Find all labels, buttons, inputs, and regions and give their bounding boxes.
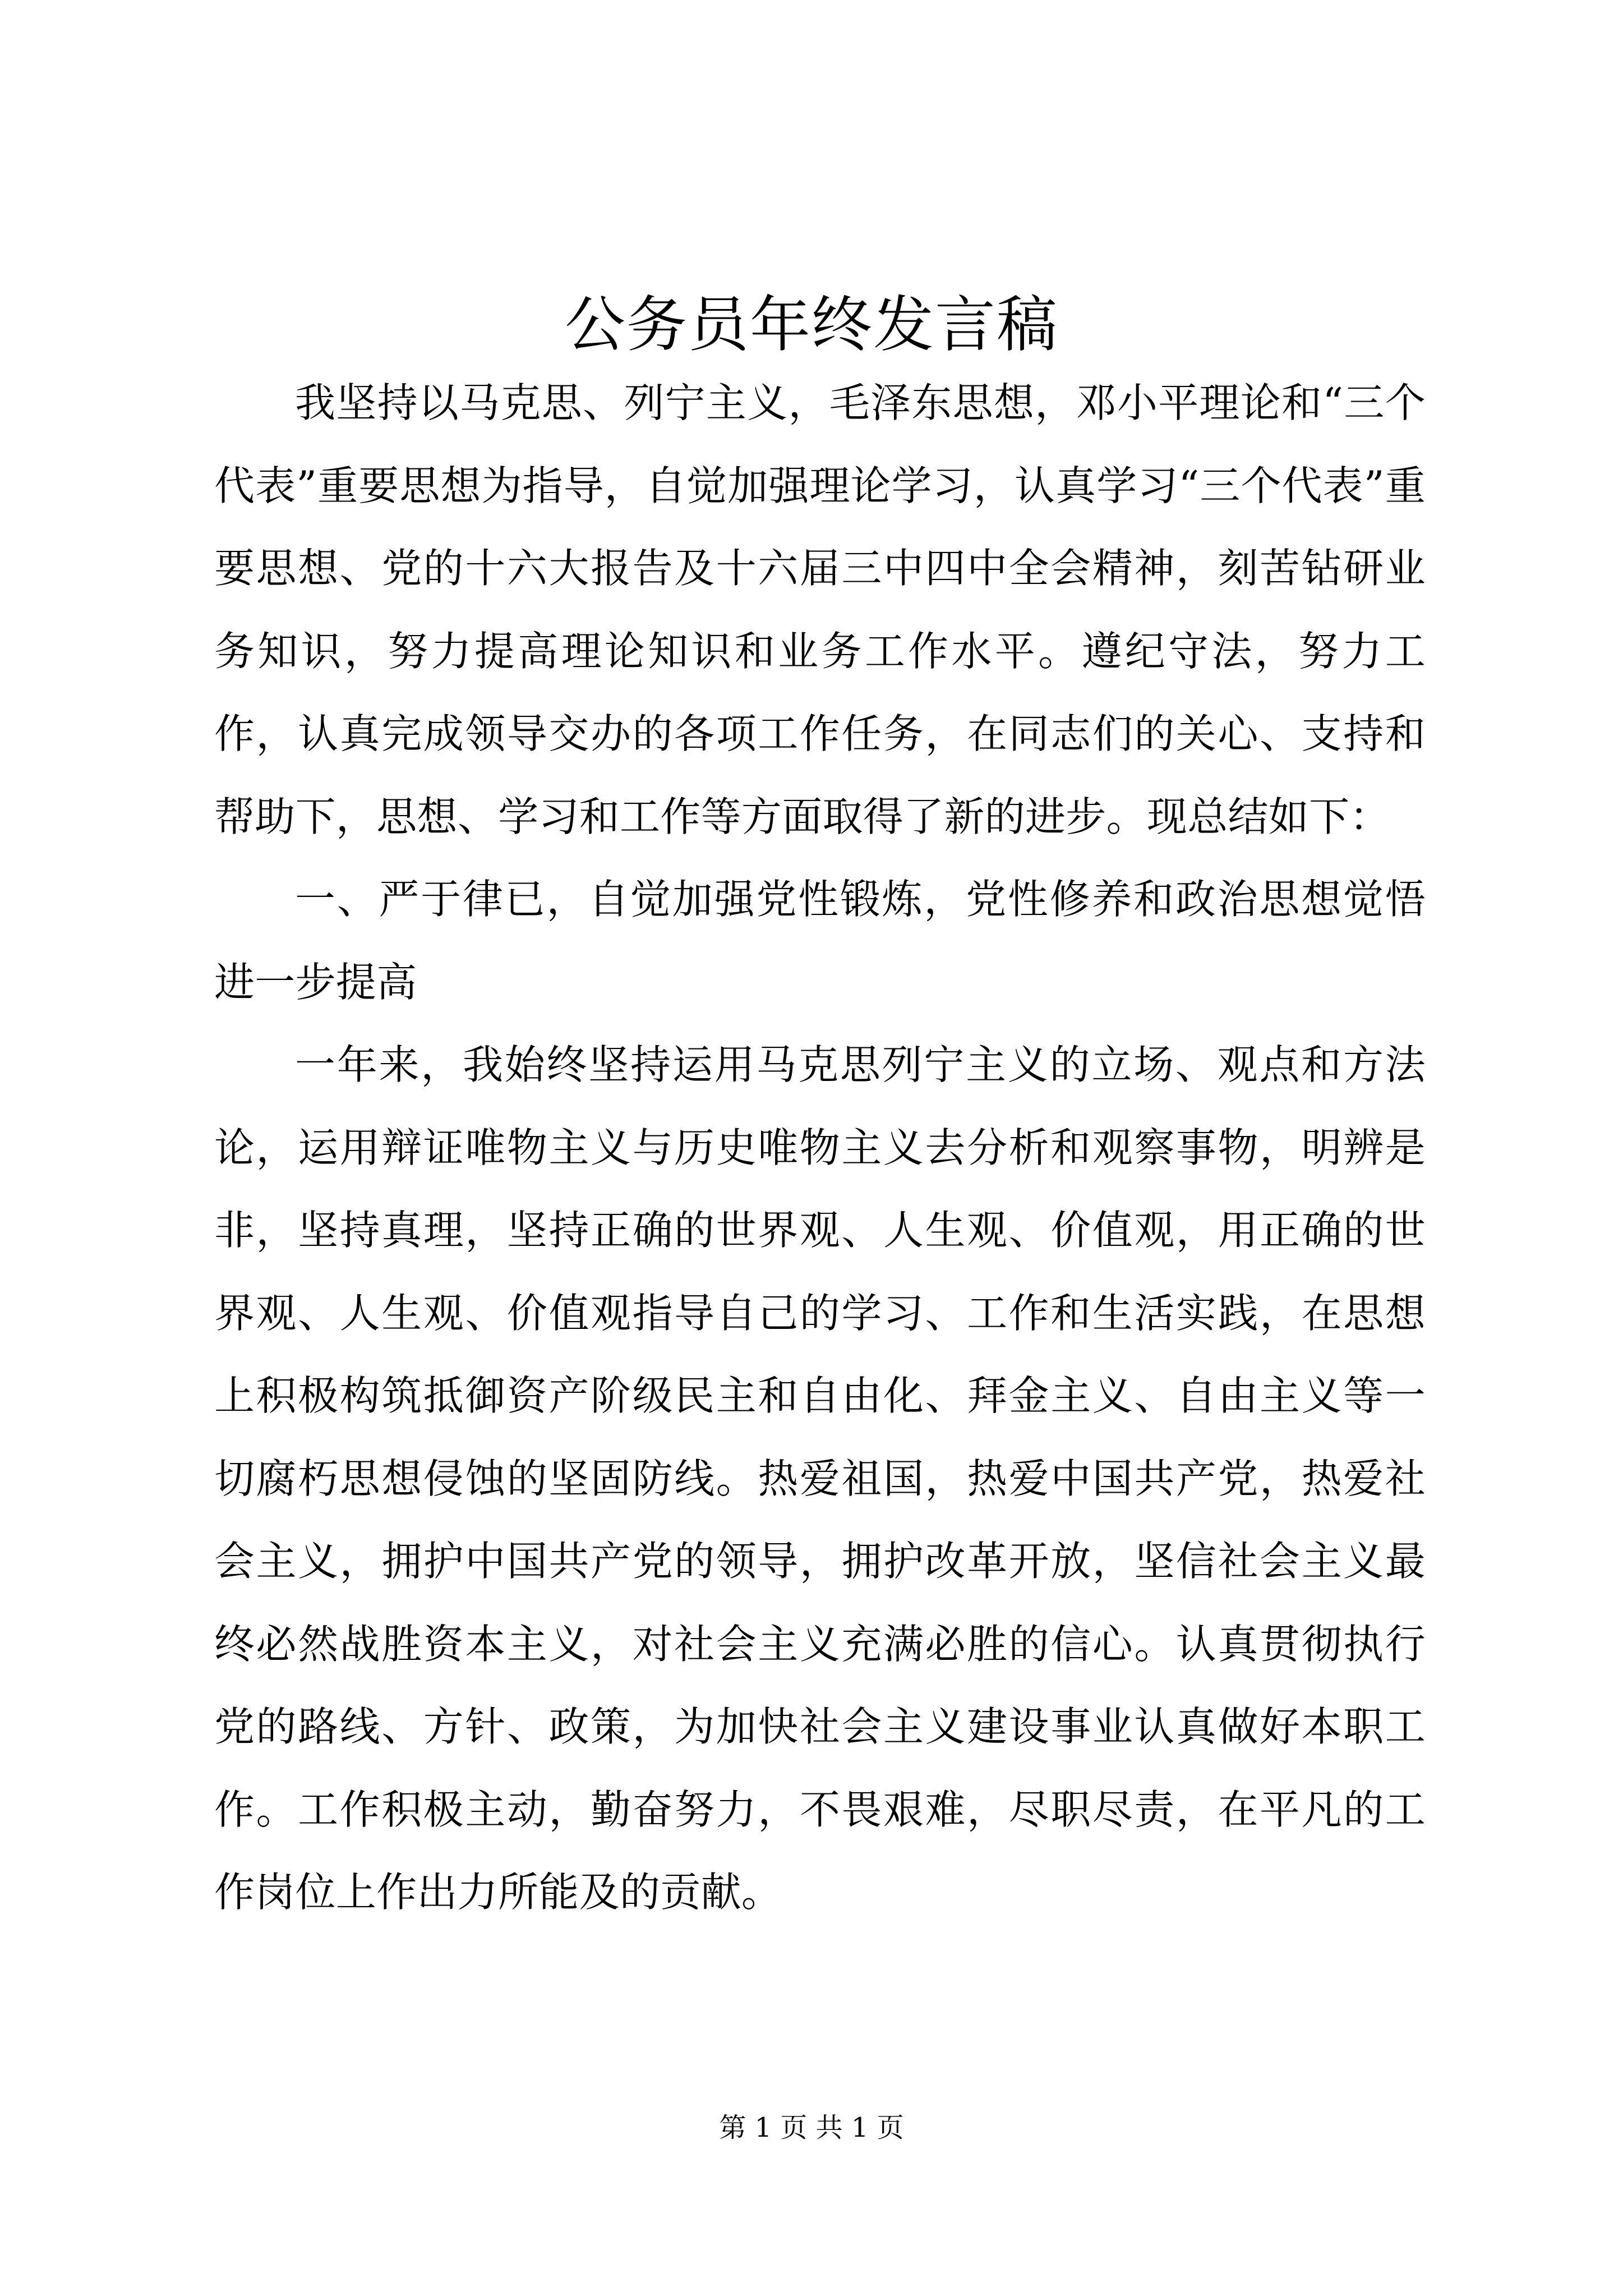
document-title: 公务员年终发言稿 [564, 290, 1058, 360]
paragraph-section-heading: 一、严于律已，自觉加强党性锻炼，党性修养和政治思想觉悟进一步提高 [214, 876, 1426, 1006]
document-body [214, 362, 1426, 1934]
paragraph-intro: 我坚持以马克思、列宁主义，毛泽东思想，邓小平理论和“三个代表”重要思想为指导，自觉加强理论学习，认真学习“三个代表”重要思想、党的十六大报告及十六届三中四中全会精神，刻苦钻研业务知识，努力提高理论知识和业务工作水平。遵纪守法，努力工作，认真完成领导交办的各项工作任务，在同志们的关心、支持和帮助下，思想、学习和工作等方面取得了新的进步。现总结如下： [214, 379, 1426, 840]
paragraph-body: 一年来，我始终坚持运用马克思列宁主义的立场、观点和方法论，运用辩证唯物主义与历史唯物主义去分析和观察事物，明辨是非，坚持真理，坚持正确的世界观、人生观、价值观，用正确的世界观、人生观、价值观指导自己的学习、工作和生活实践，在思想上积极构筑抵御资产阶级民主和自由化、拜金主义、自由主义等一切腐朽思想侵蚀的坚固防线。热爱祖国，热爱中国共产党，热爱社会主义，拥护中国共产党的领导，拥护改革开放，坚信社会主义最终必然战胜资本主义，对社会主义充满必胜的信心。认真贯彻执行党的路线、方针、政策，为加快社会主义建设事业认真做好本职工作。工作积极主动，勤奋努力，不畏艰难，尽职尽责，在平凡的工作岗位上作出力所能及的贡献。 [214, 1041, 1426, 1916]
page-footer: 第 1 页 共 1 页 [719, 2112, 904, 2143]
